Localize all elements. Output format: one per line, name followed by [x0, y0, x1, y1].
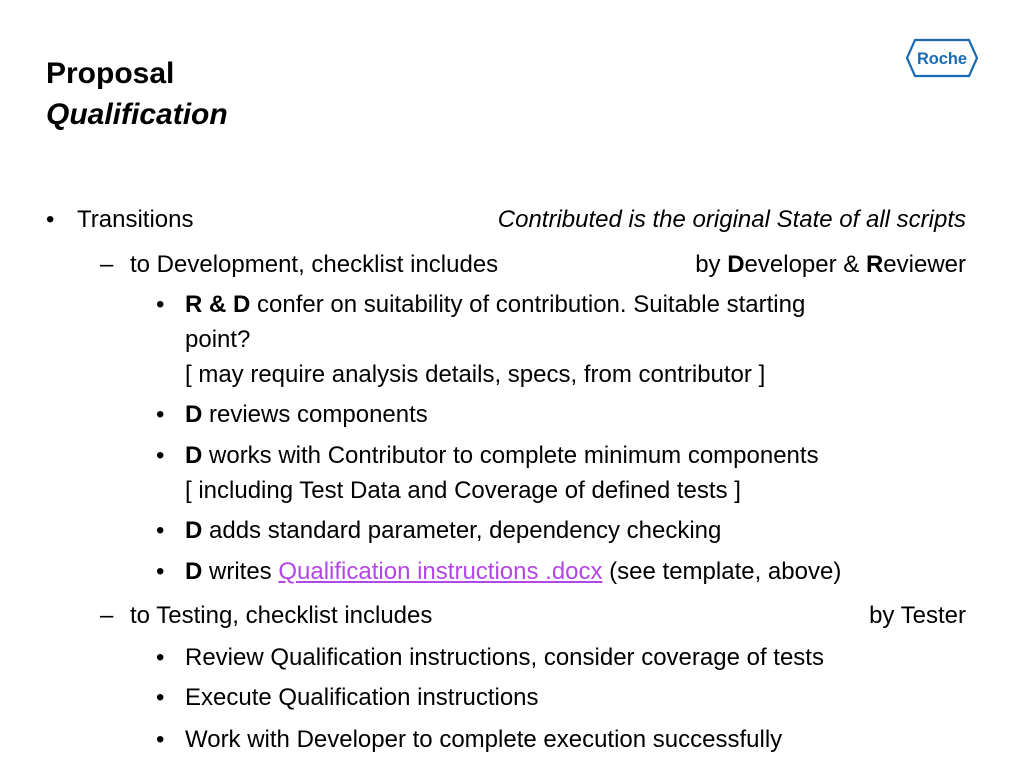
bullet-icon: • [46, 206, 55, 233]
slide-title: Proposal [46, 57, 175, 90]
dev-item-4-line-1 [185, 516, 721, 546]
testing-by: by Tester [869, 602, 966, 629]
bullet-icon: • [156, 644, 165, 671]
dev-item-1-line-2: point? [185, 326, 251, 353]
roche-logo-text: Roche [917, 49, 967, 68]
roche-logo [905, 38, 979, 78]
transitions-note: Contributed is the original State of all scripts [497, 206, 966, 233]
development-label: to Development, checklist includes [130, 251, 499, 278]
dev-item-5-pre: writes [202, 558, 279, 585]
bullet-icon: • [156, 291, 165, 318]
bullet-icon: • [156, 442, 165, 469]
dev-item-1-text: confer on suitability of contribution. Suitable starting [250, 291, 806, 318]
by-reviewer-rest: eviewer [883, 251, 966, 278]
dash-icon: – [100, 251, 114, 278]
transitions-label: Transitions [77, 206, 194, 233]
by-r-initial: R [865, 251, 884, 278]
dev-item-2-line-1 [185, 400, 428, 430]
dev-item-1-line-3: [ may require analysis details, specs, from contributor ] [185, 361, 766, 388]
dev-item-5-post: (see template, above) [602, 558, 842, 585]
dev-item-5-line-1 [185, 557, 841, 587]
dev-item-3-lead: D [185, 442, 203, 469]
testing-label: to Testing, checklist includes [130, 602, 433, 629]
dev-item-4-lead: D [185, 517, 203, 544]
dev-item-3-line-2: [ including Test Data and Coverage of defined tests ] [185, 477, 741, 504]
dev-item-5-lead: D [185, 558, 203, 585]
dev-item-3-line-1 [185, 441, 819, 471]
dev-item-1-line-1 [185, 290, 805, 320]
test-item-1: Review Qualification instructions, consider coverage of tests [185, 644, 824, 671]
dev-item-2-text: reviews components [202, 401, 428, 428]
test-item-3: Work with Developer to complete execution successfully [185, 726, 783, 753]
dev-item-3-text: works with Contributor to complete minimum components [202, 442, 819, 469]
bullet-icon: • [156, 517, 165, 544]
bullet-icon: • [156, 684, 165, 711]
dev-item-2-lead: D [185, 401, 203, 428]
bullet-icon: • [156, 558, 165, 585]
by-d-initial: D [727, 251, 745, 278]
dash-icon: – [100, 602, 114, 629]
slide-subtitle: Qualification [46, 98, 228, 131]
qualification-instructions-link[interactable]: Qualification instructions .docx [278, 558, 603, 585]
dev-item-1-lead: R & D [185, 291, 251, 318]
by-prefix: by [695, 251, 728, 278]
dev-item-4-text: adds standard parameter, dependency checking [202, 517, 722, 544]
bullet-icon: • [156, 726, 165, 753]
test-item-2: Execute Qualification instructions [185, 684, 539, 711]
by-developer-rest: eveloper & [744, 251, 866, 278]
development-by [695, 250, 966, 280]
bullet-icon: • [156, 401, 165, 428]
